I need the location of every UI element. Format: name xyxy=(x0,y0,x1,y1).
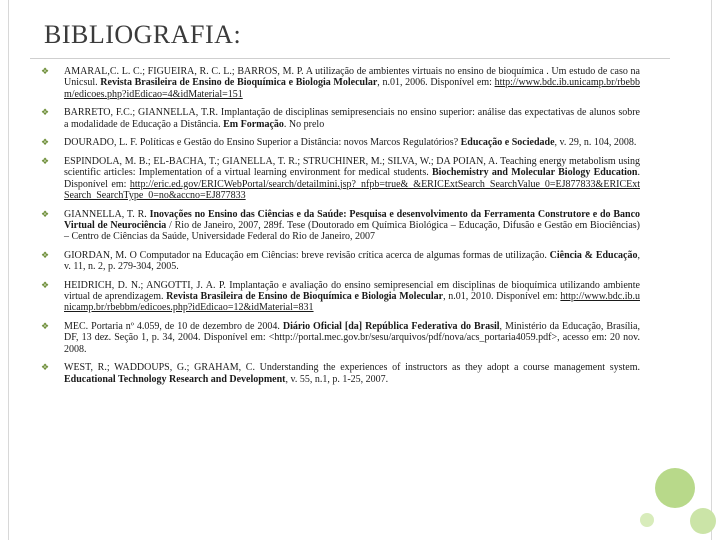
reference-text: ESPINDOLA, M. B.; EL-BACHA, T.; GIANELLA, T. R.; STRUCHINER, M.; SILVA, W.; DA POIAN, A. Teaching energy metabolism using scientific articles: Implementation of a virtual learning environment for medical students. xyxy=(64,155,640,179)
diamond-bullet-icon: ❖ xyxy=(40,321,50,332)
reference-title: Inovações no Ensino das Ciências e da Saúde: Pesquisa e desenvolvimento da Ferramenta Construtore e do Banco Virtual de Neurociência xyxy=(64,208,641,231)
diamond-bullet-icon: ❖ xyxy=(40,137,50,148)
reference-text: GIORDAN, M. O Computador na Educação em Ciências: breve revisão crítica acerca de algumas formas de utilização. xyxy=(64,249,550,261)
decorative-circle-medium xyxy=(690,508,716,534)
diamond-bullet-icon: ❖ xyxy=(40,66,50,76)
title-divider xyxy=(30,58,670,59)
reference-text: , v. 11, n. 2, p. 279-304, 2005. xyxy=(64,249,640,273)
reference-item-giannella xyxy=(40,209,640,243)
page-title: BIBLIOGRAFIA: xyxy=(44,20,242,49)
reference-item-amaral xyxy=(40,66,640,100)
reference-item-espindola xyxy=(40,156,640,201)
diamond-bullet-icon: ❖ xyxy=(40,279,50,290)
reference-text: DOURADO, L. F. Políticas e Gestão do Ensino Superior a Distância: novos Marcos Regulatórios? xyxy=(64,137,461,149)
diamond-bullet-icon: ❖ xyxy=(40,362,50,373)
reference-text: , n.01, 2006. Disponível em: xyxy=(377,77,495,89)
decorative-circle-small xyxy=(640,513,654,527)
reference-item-barreto xyxy=(40,107,640,130)
reference-text: . No prelo xyxy=(283,118,325,130)
reference-text: AMARAL,C. L. C.; FIGUEIRA, R. C. L.; BARROS, M. P. A utilização de ambientes virtuais no ensino de bioquímica . Um estudo de caso na Unicsul. xyxy=(64,66,640,89)
reference-list xyxy=(40,66,640,392)
reference-link[interactable]: http://eric.ed.gov/ERICWebPortal/search/detailmini.jsp?_nfpb=true&_&ERICExtSearch_SearchValue_0=EJ877833&ERICExtSearch_SearchType_0=no&accno=EJ877833 xyxy=(64,178,640,201)
reference-journal: Biochemistry and Molecular Biology Education xyxy=(431,167,638,179)
reference-item-giordan xyxy=(40,250,640,273)
reference-text: , v. 55, n.1, p. 1-25, 2007. xyxy=(285,373,389,385)
reference-text: . Disponível em: xyxy=(64,167,640,190)
diamond-bullet-icon: ❖ xyxy=(40,249,50,260)
reference-journal: Em Formação xyxy=(223,118,284,130)
reference-text: GIANNELLA, T. R. xyxy=(64,208,150,220)
reference-link[interactable]: http://www.bdc.ib.unicamp.br/rbebbm/edicoes.php?idEdicao=12&idMaterial=831 xyxy=(64,291,640,314)
reference-journal: Ciência & Educação xyxy=(549,249,638,261)
reference-text: BARRETO, F.C.; GIANNELLA, T.R. Implantação de disciplinas semipresenciais no ensino superior: análise das expectativas de alunos sobre a modalidade de Educação a Distância. xyxy=(64,107,640,130)
reference-text: / Rio de Janeiro, 2007, 289f. Tese (Doutorado em Química Biológica – Educação, Difusão e Gestão em Biociências) – Centro de Ciências da Saúde, Universidade Federal do Rio de Janeiro, 2007 xyxy=(64,219,640,243)
reference-item-heidrich xyxy=(40,280,640,314)
reference-text: HEIDRICH, D. N.; ANGOTTI, J. A. P. Implantação e avaliação do ensino semipresencial em disciplinas de bioquímica utilizando ambiente virtual de aprendizagem. xyxy=(64,279,640,303)
reference-link[interactable]: http://www.bdc.ib.unicamp.br/rbebbm/edicoes.php?idEdicao=4&idMaterial=151 xyxy=(64,77,640,100)
diamond-bullet-icon: ❖ xyxy=(40,208,50,219)
diamond-bullet-icon: ❖ xyxy=(40,155,50,166)
left-border-line xyxy=(8,0,9,540)
reference-journal: Revista Brasileira de Ensino de Bioquímica e Biologia Molecular xyxy=(166,291,444,303)
reference-text: , n.01, 2010. Disponível em: xyxy=(443,291,561,303)
reference-item-dourado xyxy=(40,137,640,148)
reference-journal: Diário Oficial [da] República Federativa do Brasil xyxy=(282,321,500,333)
reference-text: MEC. Portaria nº 4.059, de 10 de dezembro de 2004. xyxy=(64,321,283,333)
reference-journal: Revista Brasileira de Ensino de Bioquímica e Biologia Molecular xyxy=(100,77,378,89)
reference-item-mec xyxy=(40,321,640,355)
diamond-bullet-icon: ❖ xyxy=(40,107,50,118)
right-border-line xyxy=(711,0,712,540)
reference-item-west xyxy=(40,362,640,385)
reference-text: , Ministério da Educação, Brasília, DF, 13 dez. Seção 1, p. 34, 2004. Disponível em: <http://portal.mec.gov.br/sesu/arquivos/pdf/nova/acs_portaria4059.pdf>, acesso em: 20 nov. 2008. xyxy=(64,321,640,355)
reference-text: , v. 29, n. 104, 2008. xyxy=(554,137,637,149)
decorative-circle-large xyxy=(655,468,695,508)
reference-journal: Educação e Sociedade xyxy=(460,137,555,149)
reference-text: WEST, R.; WADDOUPS, G.; GRAHAM, C. Understanding the experiences of instructors as they adopt a course management system. xyxy=(64,362,640,374)
reference-journal: Educational Technology Research and Development xyxy=(64,373,286,385)
